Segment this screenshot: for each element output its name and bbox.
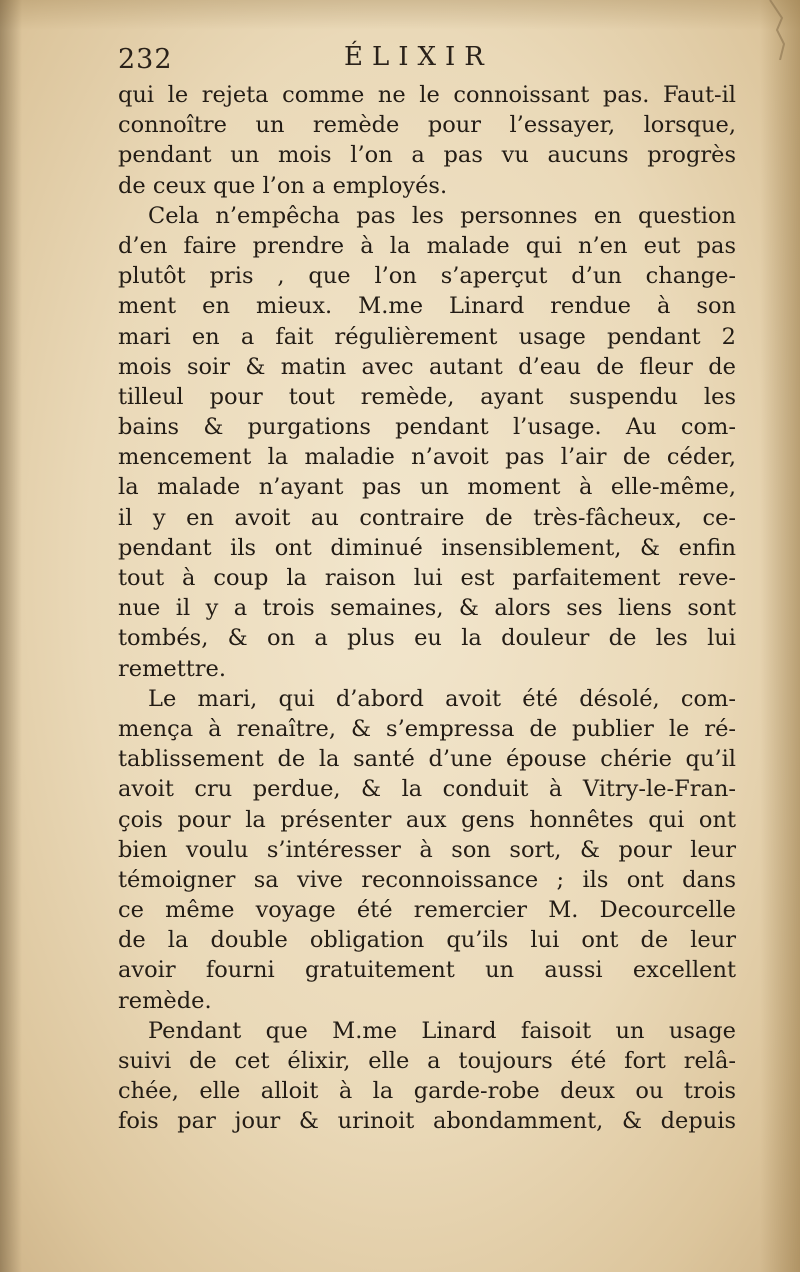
page-number: 232 bbox=[118, 44, 173, 75]
text-line: Le mari, qui d’abord avoit été désolé, com- bbox=[148, 685, 736, 712]
text-line: d’en faire prendre à la malade qui n’en eut pas bbox=[118, 232, 736, 259]
text-line: plutôt pris , que l’on s’aperçut d’un change- bbox=[118, 263, 736, 290]
running-head bbox=[118, 38, 738, 78]
text-line: Cela n’empêcha pas les personnes en question bbox=[148, 202, 736, 229]
text-line: ce même voyage été remercier M. Decourcelle bbox=[118, 897, 736, 924]
text-line: de la double obligation qu’ils lui ont de leur bbox=[118, 927, 736, 954]
text-line: connoître un remède pour l’essayer, lorsque, bbox=[118, 112, 736, 139]
text-line: tablissement de la santé d’une épouse chérie qu’il bbox=[118, 746, 736, 773]
text-line: mois soir & matin avec autant d’eau de fleur de bbox=[118, 353, 736, 380]
text-line: çois pour la présenter aux gens honnêtes qui ont bbox=[118, 806, 736, 833]
text-line: Pendant que M.me Linard faisoit un usage bbox=[148, 1017, 736, 1044]
text-line: pendant ils ont diminué insensiblement, & enfin bbox=[118, 534, 736, 561]
text-line: avoir fourni gratuitement un aussi excellent bbox=[118, 957, 736, 984]
text-line: bien voulu s’intéresser à son sort, & pour leur bbox=[118, 836, 736, 863]
body-text bbox=[118, 80, 736, 1137]
text-line: mencement la maladie n’avoit pas l’air de céder, bbox=[118, 444, 736, 471]
text-line: tilleul pour tout remède, ayant suspendu les bbox=[118, 383, 736, 410]
text-line: témoigner sa vive reconnoissance ; ils ont dans bbox=[118, 866, 736, 893]
page-top-edge-shading bbox=[0, 0, 800, 30]
text-line: remettre. bbox=[118, 655, 227, 682]
page-right-edge-shading bbox=[760, 0, 800, 1272]
text-line: ment en mieux. M.me Linard rendue à son bbox=[118, 293, 736, 320]
text-line: mari en a fait régulièrement usage pendant 2 bbox=[118, 323, 736, 350]
text-line: chée, elle alloit à la garde-robe deux ou trois bbox=[118, 1078, 736, 1105]
text-line: suivi de cet élixir, elle a toujours été fort relâ- bbox=[118, 1048, 736, 1074]
text-line: avoit cru perdue, & la conduit à Vitry-le-Fran- bbox=[118, 776, 736, 803]
text-line: bains & purgations pendant l’usage. Au com- bbox=[118, 414, 736, 441]
text-line: tout à coup la raison lui est parfaitement reve- bbox=[118, 565, 736, 591]
text-line: fois par jour & urinoit abondamment, & depuis bbox=[118, 1108, 736, 1135]
running-title: ÉLIXIR bbox=[344, 42, 493, 72]
torn-corner-mark bbox=[768, 0, 790, 60]
text-line: tombés, & on a plus eu la douleur de les lui bbox=[118, 625, 736, 652]
text-line: qui le rejeta comme ne le connoissant pas. Faut-il bbox=[118, 82, 736, 108]
text-line: pendant un mois l’on a pas vu aucuns progrès bbox=[118, 142, 736, 169]
text-line: il y en avoit au contraire de très-fâcheux, ce- bbox=[118, 504, 736, 531]
page-gutter-shadow bbox=[0, 0, 22, 1272]
text-line: la malade n’ayant pas un moment à elle-même, bbox=[118, 474, 736, 501]
text-line: remède. bbox=[118, 987, 212, 1014]
text-line: mença à renaître, & s’empressa de publier le ré- bbox=[118, 715, 736, 742]
text-line: nue il y a trois semaines, & alors ses liens sont bbox=[118, 595, 736, 622]
text-line: de ceux que l’on a employés. bbox=[118, 172, 448, 199]
